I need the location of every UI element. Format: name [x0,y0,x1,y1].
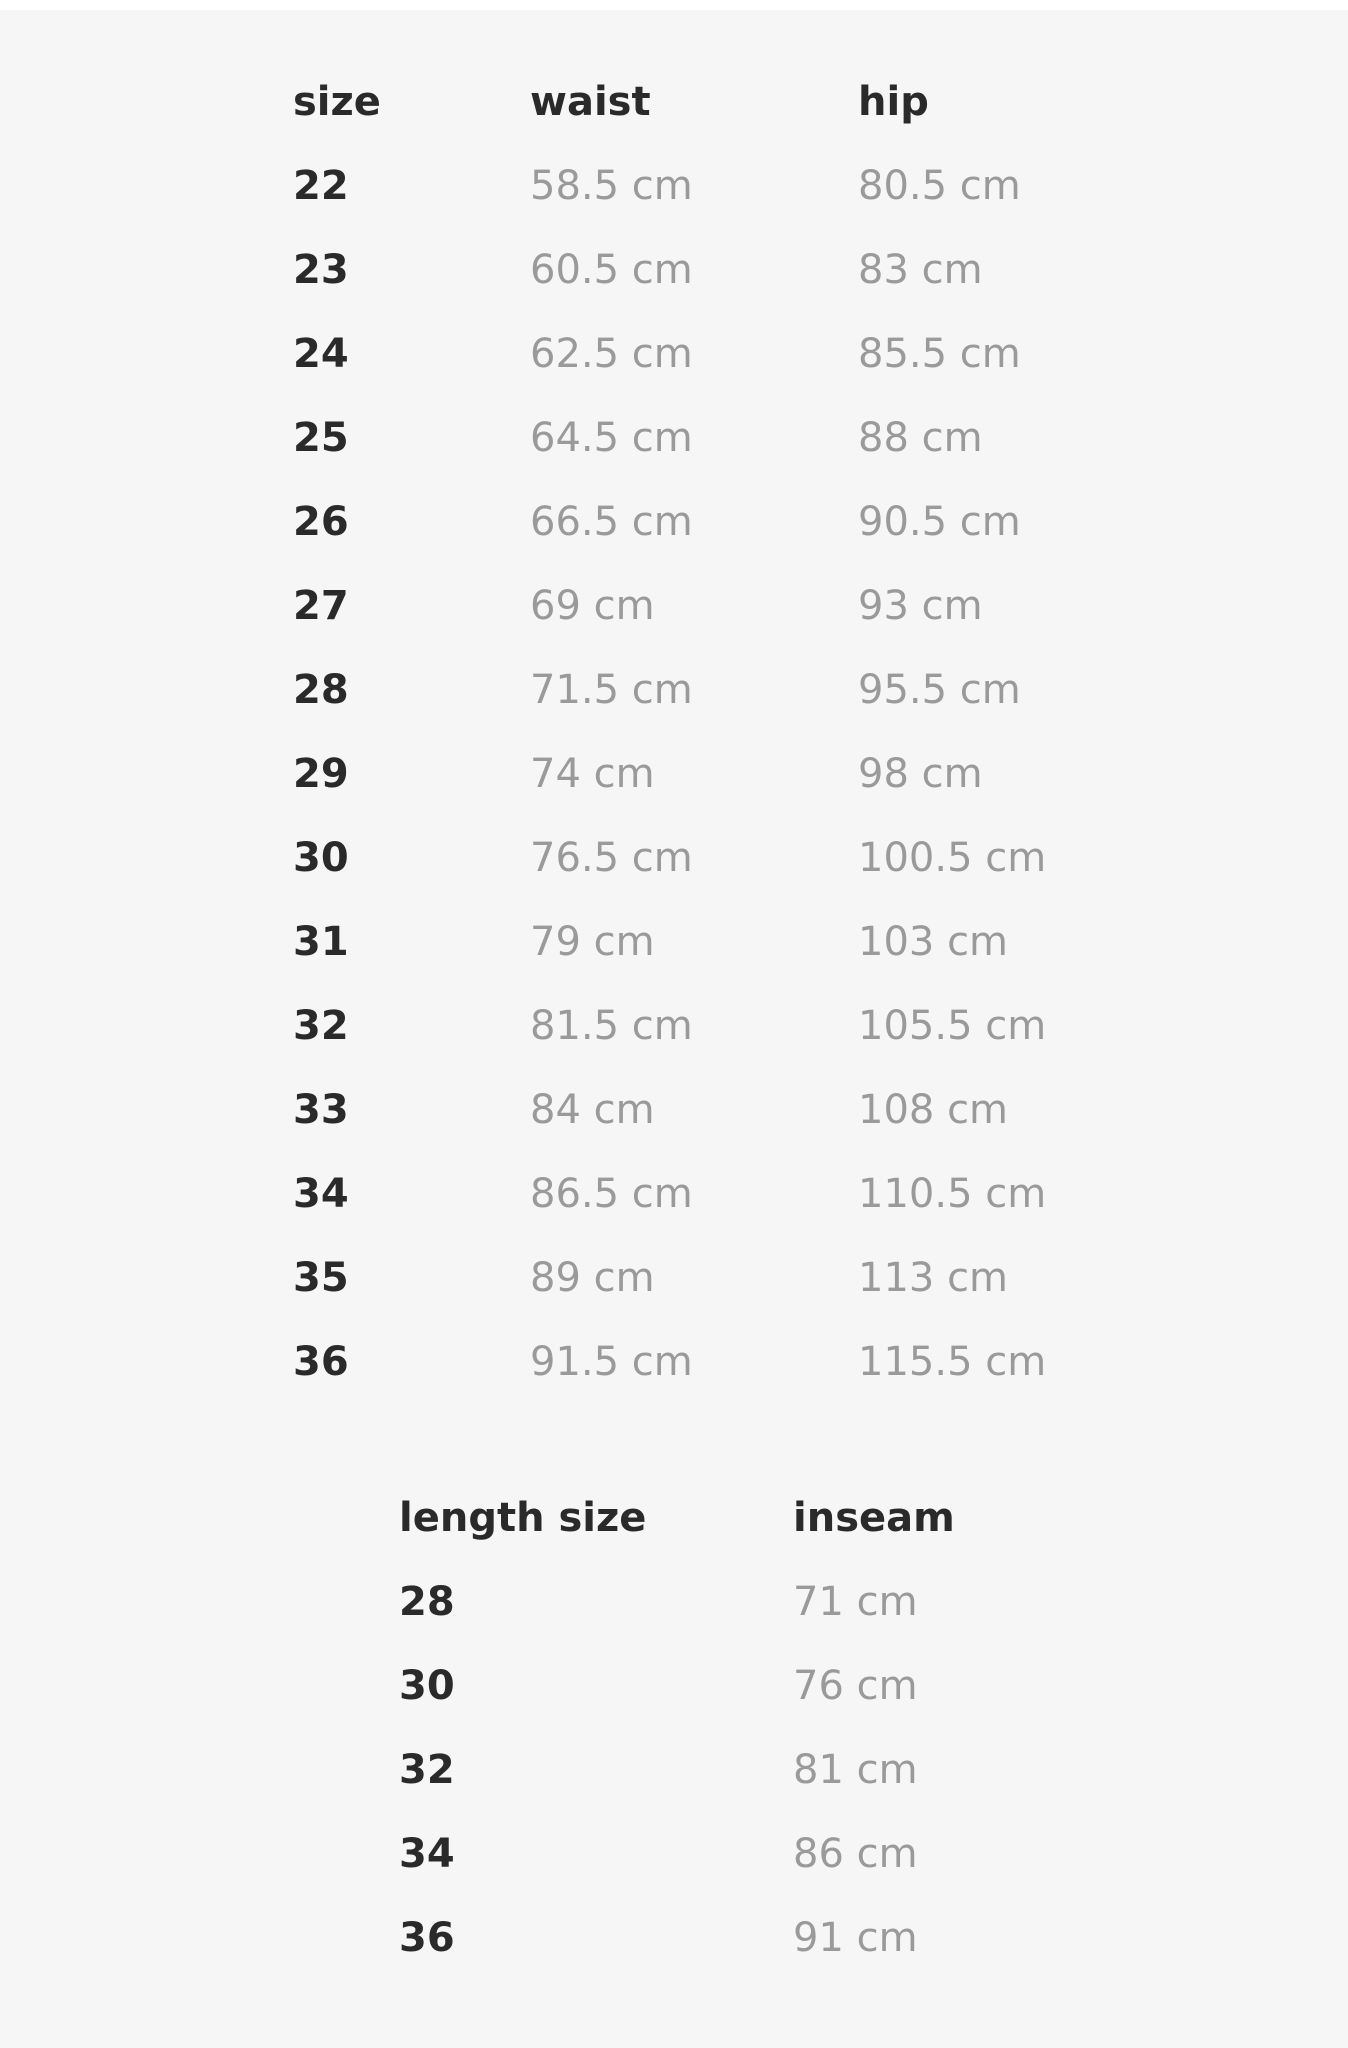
size-value: 28 [293,667,349,713]
waist-value: 89 cm [530,1255,655,1301]
table-row [0,984,1348,1068]
size-value: 22 [293,163,349,209]
size-value: 26 [293,499,349,545]
hip-value: 113 cm [858,1255,1009,1301]
waist-value: 58.5 cm [530,163,693,209]
column-header-hip: hip [858,79,929,125]
size-value: 25 [293,415,349,461]
waist-value: 86.5 cm [530,1171,693,1217]
hip-value: 103 cm [858,919,1009,965]
hip-value: 110.5 cm [858,1171,1047,1217]
size-value: 30 [293,835,349,881]
waist-value: 81.5 cm [530,1003,693,1049]
waist-value: 74 cm [530,751,655,797]
length-size-value: 32 [399,1747,455,1793]
hip-value: 93 cm [858,583,983,629]
table-row [0,1644,1348,1728]
hip-value: 90.5 cm [858,499,1021,545]
hip-value: 108 cm [858,1087,1009,1133]
waist-value: 79 cm [530,919,655,965]
waist-value: 66.5 cm [530,499,693,545]
waist-value: 71.5 cm [530,667,693,713]
inseam-value: 91 cm [793,1915,918,1961]
hip-value: 98 cm [858,751,983,797]
hip-value: 95.5 cm [858,667,1021,713]
inseam-value: 86 cm [793,1831,918,1877]
table-row [0,312,1348,396]
table-row [0,1152,1348,1236]
hip-value: 105.5 cm [858,1003,1047,1049]
length-size-value: 30 [399,1663,455,1709]
waist-value: 64.5 cm [530,415,693,461]
inseam-value: 81 cm [793,1747,918,1793]
table-row [0,480,1348,564]
table-row [0,1320,1348,1404]
inseam-value: 76 cm [793,1663,918,1709]
inseam-value: 71 cm [793,1579,918,1625]
size-value: 31 [293,919,349,965]
table-row [0,144,1348,228]
size-value: 34 [293,1171,349,1217]
table-row [0,732,1348,816]
table-row [0,1812,1348,1896]
table-row [0,396,1348,480]
size-value: 24 [293,331,349,377]
waist-value: 91.5 cm [530,1339,693,1385]
hip-value: 115.5 cm [858,1339,1047,1385]
size-table-header [0,60,1348,144]
size-value: 27 [293,583,349,629]
size-value: 36 [293,1339,349,1385]
table-row [0,1068,1348,1152]
waist-value: 69 cm [530,583,655,629]
table-row [0,900,1348,984]
table-row [0,1236,1348,1320]
waist-value: 60.5 cm [530,247,693,293]
waist-value: 76.5 cm [530,835,693,881]
size-value: 32 [293,1003,349,1049]
hip-value: 100.5 cm [858,835,1047,881]
table-row [0,228,1348,312]
hip-value: 85.5 cm [858,331,1021,377]
table-row [0,564,1348,648]
size-chart-panel [0,10,1348,2048]
column-header-inseam: inseam [793,1495,955,1541]
size-value: 33 [293,1087,349,1133]
column-header-waist: waist [530,79,651,125]
column-header-length-size: length size [399,1495,647,1541]
table-row [0,1728,1348,1812]
size-value: 35 [293,1255,349,1301]
length-size-value: 28 [399,1579,455,1625]
table-row [0,1896,1348,1980]
table-row [0,816,1348,900]
size-value: 29 [293,751,349,797]
length-size-value: 36 [399,1915,455,1961]
length-size-value: 34 [399,1831,455,1877]
hip-value: 80.5 cm [858,163,1021,209]
hip-value: 83 cm [858,247,983,293]
waist-value: 62.5 cm [530,331,693,377]
waist-value: 84 cm [530,1087,655,1133]
hip-value: 88 cm [858,415,983,461]
size-value: 23 [293,247,349,293]
length-table-header [0,1476,1348,1560]
table-row [0,648,1348,732]
column-header-size: size [293,79,381,125]
table-row [0,1560,1348,1644]
